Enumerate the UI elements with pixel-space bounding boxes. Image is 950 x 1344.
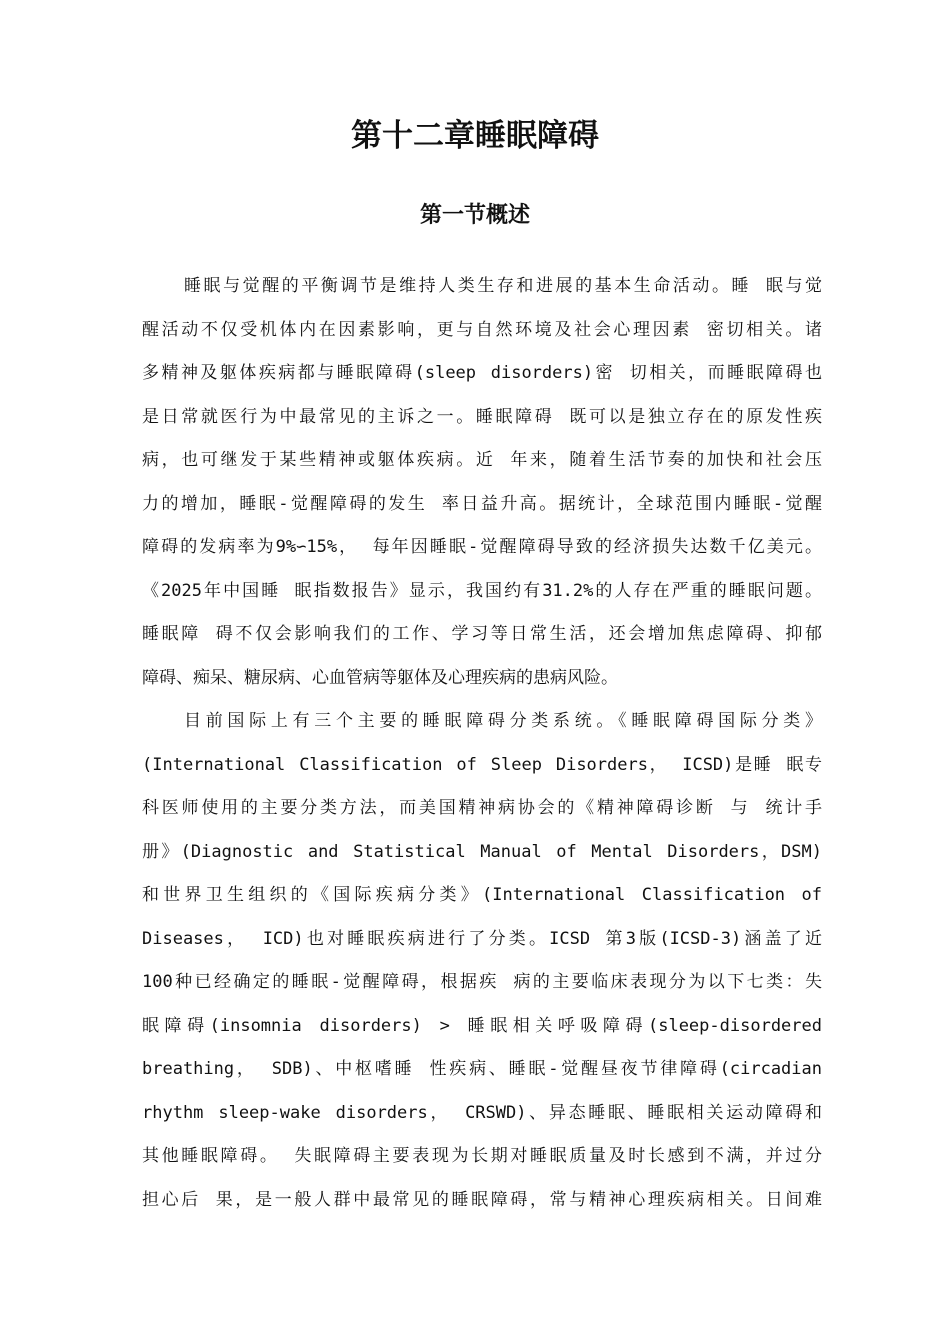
- paragraph-line: 《2025年中国睡 眠指数报告》显示，我国约有31.2%的人存在严重的睡眠问题。: [142, 580, 822, 601]
- paragraph-line: 睡眠障 碍不仅会影响我们的工作、学习等日常生活，还会增加焦虑障碍、抑郁: [142, 624, 822, 644]
- paragraph-line: 障碍的发病率为9%∽15%， 每年因睡眠-觉醒障碍导致的经济损失达数千亿美元。: [142, 537, 822, 557]
- paragraph-line: 是日常就医行为中最常见的主诉之一。睡眠障碍 既可以是独立存在的原发性疾: [142, 406, 822, 427]
- paragraph-line: 和世界卫生组织的《国际疾病分类》(International Classification of: [142, 885, 822, 905]
- paragraph-2: [142, 700, 822, 1222]
- paragraph-line: 力的增加，睡眠-觉醒障碍的发生 率日益升高。据统计，全球范围内睡眠-觉醒: [142, 493, 822, 514]
- paragraph-line: 睡眠与觉醒的平衡调节是维持人类生存和进展的基本生命活动。睡 眠与觉: [184, 276, 822, 296]
- paragraph-line: 病，也可继发于某些精神或躯体疾病。近 年来，随着生活节奏的加快和社会压: [142, 450, 822, 470]
- section-title: 第一节概述: [419, 203, 530, 228]
- paragraph-line: 多精神及躯体疾病都与睡眠障碍(sleep disorders)密 切相关，而睡眠障碍也: [142, 363, 822, 383]
- paragraph-line: rhythm sleep-wake disorders， CRSWD)、异态睡眠、睡眠相关运动障碍和: [142, 1102, 822, 1123]
- paragraph-line: 册》(Diagnostic and Statistical Manual of Mental Disorders，DSM): [142, 841, 822, 862]
- paragraph-1: [142, 265, 822, 700]
- paragraph-line: 担心后 果，是一般人群中最常见的睡眠障碍，常与精神心理疾病相关。日间难: [142, 1189, 822, 1210]
- paragraph-line: Diseases， ICD)也对睡眠疾病进行了分类。ICSD 第3版(ICSD-3)涵盖了近: [142, 928, 822, 949]
- paragraph-line: (International Classification of Sleep Disorders， ICSD)是睡 眠专: [142, 754, 822, 775]
- paragraph-line: 醒活动不仅受机体内在因素影响，更与自然环境及社会心理因素 密切相关。诸: [142, 319, 822, 340]
- paragraph-line: 科医师使用的主要分类方法，而美国精神病协会的《精神障碍诊断 与 统计手: [142, 798, 822, 818]
- body-text: [142, 265, 822, 1222]
- paragraph-line: 眠障碍(insomnia disorders) > 睡眠相关呼吸障碍(sleep-disordered: [142, 1015, 822, 1036]
- paragraph-line: breathing， SDB)、中枢嗜睡 性疾病、睡眠-觉醒昼夜节律障碍(circadian: [142, 1059, 822, 1079]
- paragraph-line: 100种已经确定的睡眠-觉醒障碍，根据疾 病的主要临床表现分为以下七类：失: [142, 972, 822, 992]
- paragraph-line: 目前国际上有三个主要的睡眠障碍分类系统。《睡眠障碍国际分类》: [184, 711, 822, 731]
- paragraph-line: 其他睡眠障碍。 失眠障碍主要表现为长期对睡眠质量及时长感到不满，并过分: [142, 1146, 822, 1166]
- chapter-title: 第十二章睡眠障碍: [351, 118, 599, 154]
- paragraph-line: 障碍、痴呆、糖尿病、心血管病等躯体及心理疾病的患病风险。: [142, 667, 618, 688]
